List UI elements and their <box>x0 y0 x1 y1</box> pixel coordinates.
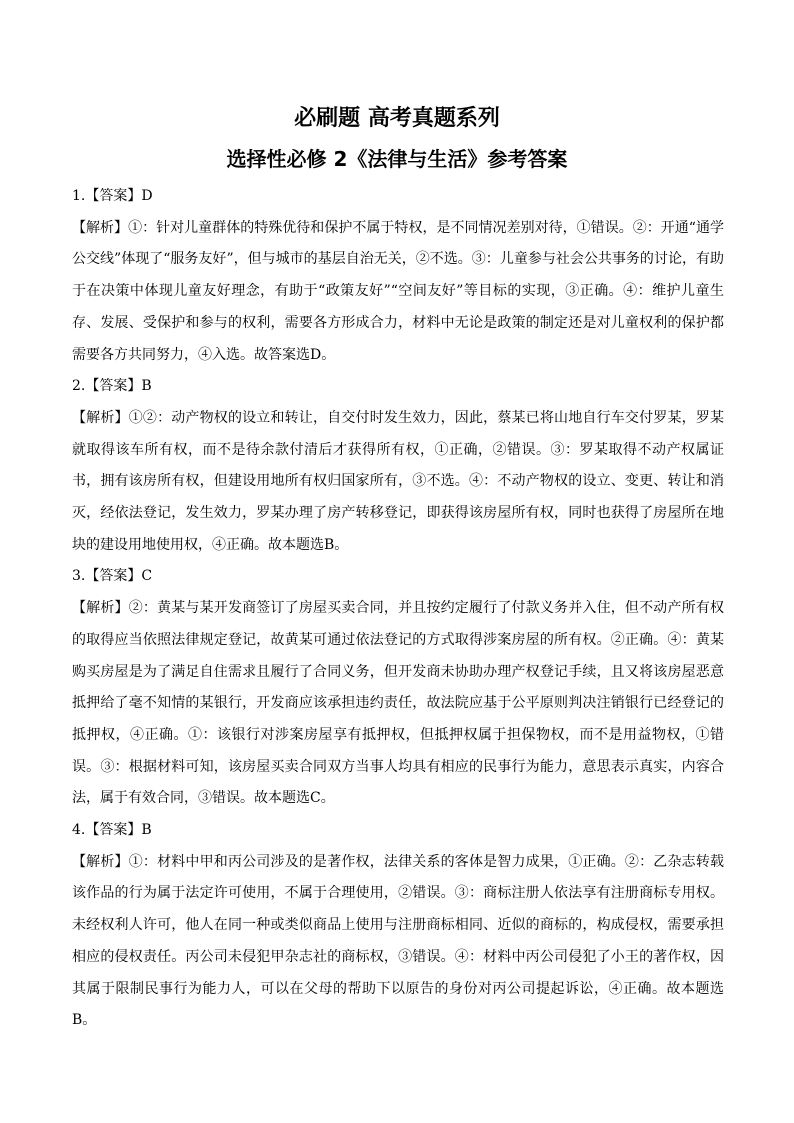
answer-line-1: 1.【答案】D <box>72 188 153 204</box>
answer-line-4: 4.【答案】B <box>72 822 152 839</box>
analysis-3: 【解析】②：黄某与某开发商签订了房屋买卖合同，并且按约定履行了付款义务并入住，但不动产所有权的取得应当依照法律规定登记，故黄某可通过依法登记的方式取得涉案房屋的所有权。②正确。④：黄某购买房屋是为了满足自住需求且履行了合同义务，但开发商未协助办理产权登记手续，且又将该房屋恶意抵押给了毫不知情的某银行，开发商应该承担违约责任，故法院应基于公平原则判决注销银行已经登记的抵押权，④正确。①：该银行对涉案房屋享有抵押权，但抵押权属于担保物权，而不是用益物权，①错误。③：根据材料可知，该房屋买卖合同双方当事人均具有相应的民事行为能力，意思表示真实，内容合法，属于有效合同，③错误。故本题选C。 <box>72 600 724 807</box>
answer-line-2: 2.【答案】B <box>72 378 152 395</box>
answer-body <box>72 181 724 1037</box>
document-title: 必刷题 高考真题系列 <box>294 106 500 131</box>
analysis-1: 【解析】①：针对儿童群体的特殊优待和保护不属于特权，是不同情况差别对待，①错误。②：开通“通学公交线”体现了“服务友好”，但与城市的基层自治无关，②不选。③：儿童参与社会公共事务的讨论，有助于在决策中体现儿童友好理念，有助于“政策友好”“空间友好”等目标的实现，③正确。④：维护儿童生存、发展、受保护和参与的权利，需要各方形成合力，材料中无论是政策的制定还是对儿童权利的保护都需要各方共同努力，④入选。故答案选D。 <box>72 219 724 363</box>
analysis-2: 【解析】①②：动产物权的设立和转让，自交付时发生效力，因此，蔡某已将山地自行车交付罗某，罗某就取得该车所有权，而不是待余款付清后才获得所有权，①正确，②错误。③：罗某取得不动产权属证书，拥有该房所有权，但建设用地所有权归国家所有，③不选。④：不动产物权的设立、变更、转让和消灭，经依法登记，发生效力，罗某办理了房产转移登记，即获得该房屋所有权，同时也获得了房屋所在地块的建设用地使用权，④正确。故本题选B。 <box>72 409 724 553</box>
analysis-4: 【解析】①：材料中甲和丙公司涉及的是著作权，法律关系的客体是智力成果，①正确。②：乙杂志转载该作品的行为属于法定许可使用，不属于合理使用，②错误。③：商标注册人依法享有注册商标专用权。未经权利人许可，他人在同一种或类似商品上使用与注册商标相同、近似的商标的，构成侵权，需要承担相应的侵权责任。丙公司未侵犯甲杂志社的商标权，③错误。④：材料中丙公司侵犯了小王的著作权，因其属于限制民事行为能力人，可以在父母的帮助下以原告的身份对丙公司提起诉讼，④正确。故本题选B。 <box>72 853 724 1029</box>
document-subtitle: 选择性必修 2《法律与生活》参考答案 <box>226 147 568 171</box>
answer-line-3: 3.【答案】C <box>72 568 153 585</box>
